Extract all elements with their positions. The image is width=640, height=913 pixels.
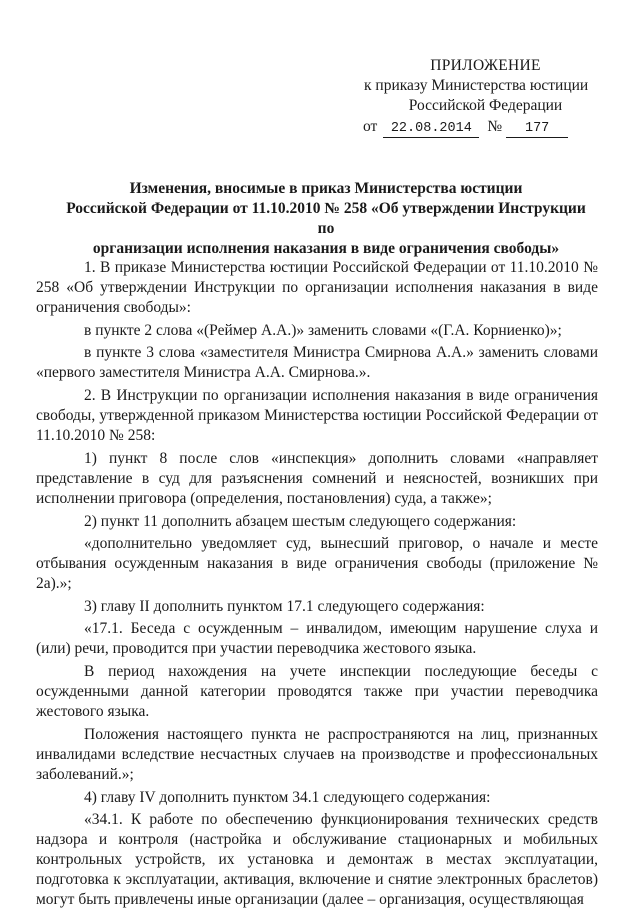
paragraph: в пункте 2 слова «(Реймер А.А.)» заменить словами «(Г.А. Корниенко)»; xyxy=(84,322,562,339)
document-body xyxy=(36,258,598,913)
paragraph: 1) пункт 8 после слов «инспекция» дополнить словами «направляет представление в суд для разъяснения сомнений и неясностей, возникших при исполнении приговора (определения, постановления) суда, а также»; xyxy=(36,450,598,507)
document-title xyxy=(56,179,596,259)
paragraph: Положения настоящего пункта не распространяются на лиц, признанных инвалидами вследствие несчастных случаев на производстве и профессиональных заболеваний.»; xyxy=(36,726,598,783)
paragraph: 1. В приказе Министерства юстиции Российской Федерации от 11.10.2010 № 258 «Об утверждении Инструкции по организации исполнения наказания в виде ограничения свободы»: xyxy=(36,259,598,316)
appendix-order-line: к приказу Министерства юстиции xyxy=(364,77,589,94)
appendix-header xyxy=(363,56,623,138)
document-title-line: организации исполнения наказания в виде ограничения свободы» xyxy=(92,240,560,257)
paragraph: 2. В Инструкции по организации исполнения наказания в виде ограничения свободы, утвержденной приказом Министерства юстиции Российской Федерации от 11.10.2010 № 258: xyxy=(36,387,598,444)
paragraph: «17.1. Беседа с осужденным – инвалидом, имеющим нарушение слуха и (или) речи, проводится при участии переводчика жестового языка. xyxy=(36,620,598,657)
appendix-country-line: Российской Федерации xyxy=(408,97,563,114)
paragraph: в пункте 3 слова «заместителя Министра Смирнова А.А.» заменить словами «первого заместителя Министра А.А. Смирнова.». xyxy=(36,344,598,381)
document-title-line: Изменения, вносимые в приказ Министерства юстиции xyxy=(129,180,523,197)
appendix-date-number-line xyxy=(363,117,623,138)
appendix-title: ПРИЛОЖЕНИЕ xyxy=(430,57,541,74)
paragraph: 3) главу II дополнить пунктом 17.1 следующего содержания: xyxy=(84,598,485,615)
document-title-line: Российской Федерации от 11.10.2010 № 258 «Об утверждении Инструкции по xyxy=(66,200,586,237)
date-prefix: от xyxy=(363,118,378,135)
paragraph: «34.1. К работе по обеспечению функционирования технических средств надзора и контроля (настройка и обслуживание стационарных и мобильных контрольных устройств, их установка и демонтаж в местах эксплуатации, подготовка к эксплуатации, активация, включение и снятие электронных браслетов) могут быть привлечены иные организации (далее – организация, осуществляющая xyxy=(36,811,598,908)
paragraph: В период нахождения на учете инспекции последующие беседы с осужденными данной категории проводятся также при участии переводчика жестового языка. xyxy=(36,663,598,720)
date-value: 22.08.2014 xyxy=(383,121,479,138)
paragraph: 2) пункт 11 дополнить абзацем шестым следующего содержания: xyxy=(84,513,517,530)
paragraph: «дополнительно уведомляет суд, вынесший приговор, о начале и месте отбывания осужденным наказания в виде ограничения свободы (приложение № 2а).»; xyxy=(36,535,598,592)
number-label: № xyxy=(487,118,503,135)
paragraph: 4) главу IV дополнить пунктом 34.1 следующего содержания: xyxy=(84,789,491,806)
number-value: 177 xyxy=(506,121,568,138)
